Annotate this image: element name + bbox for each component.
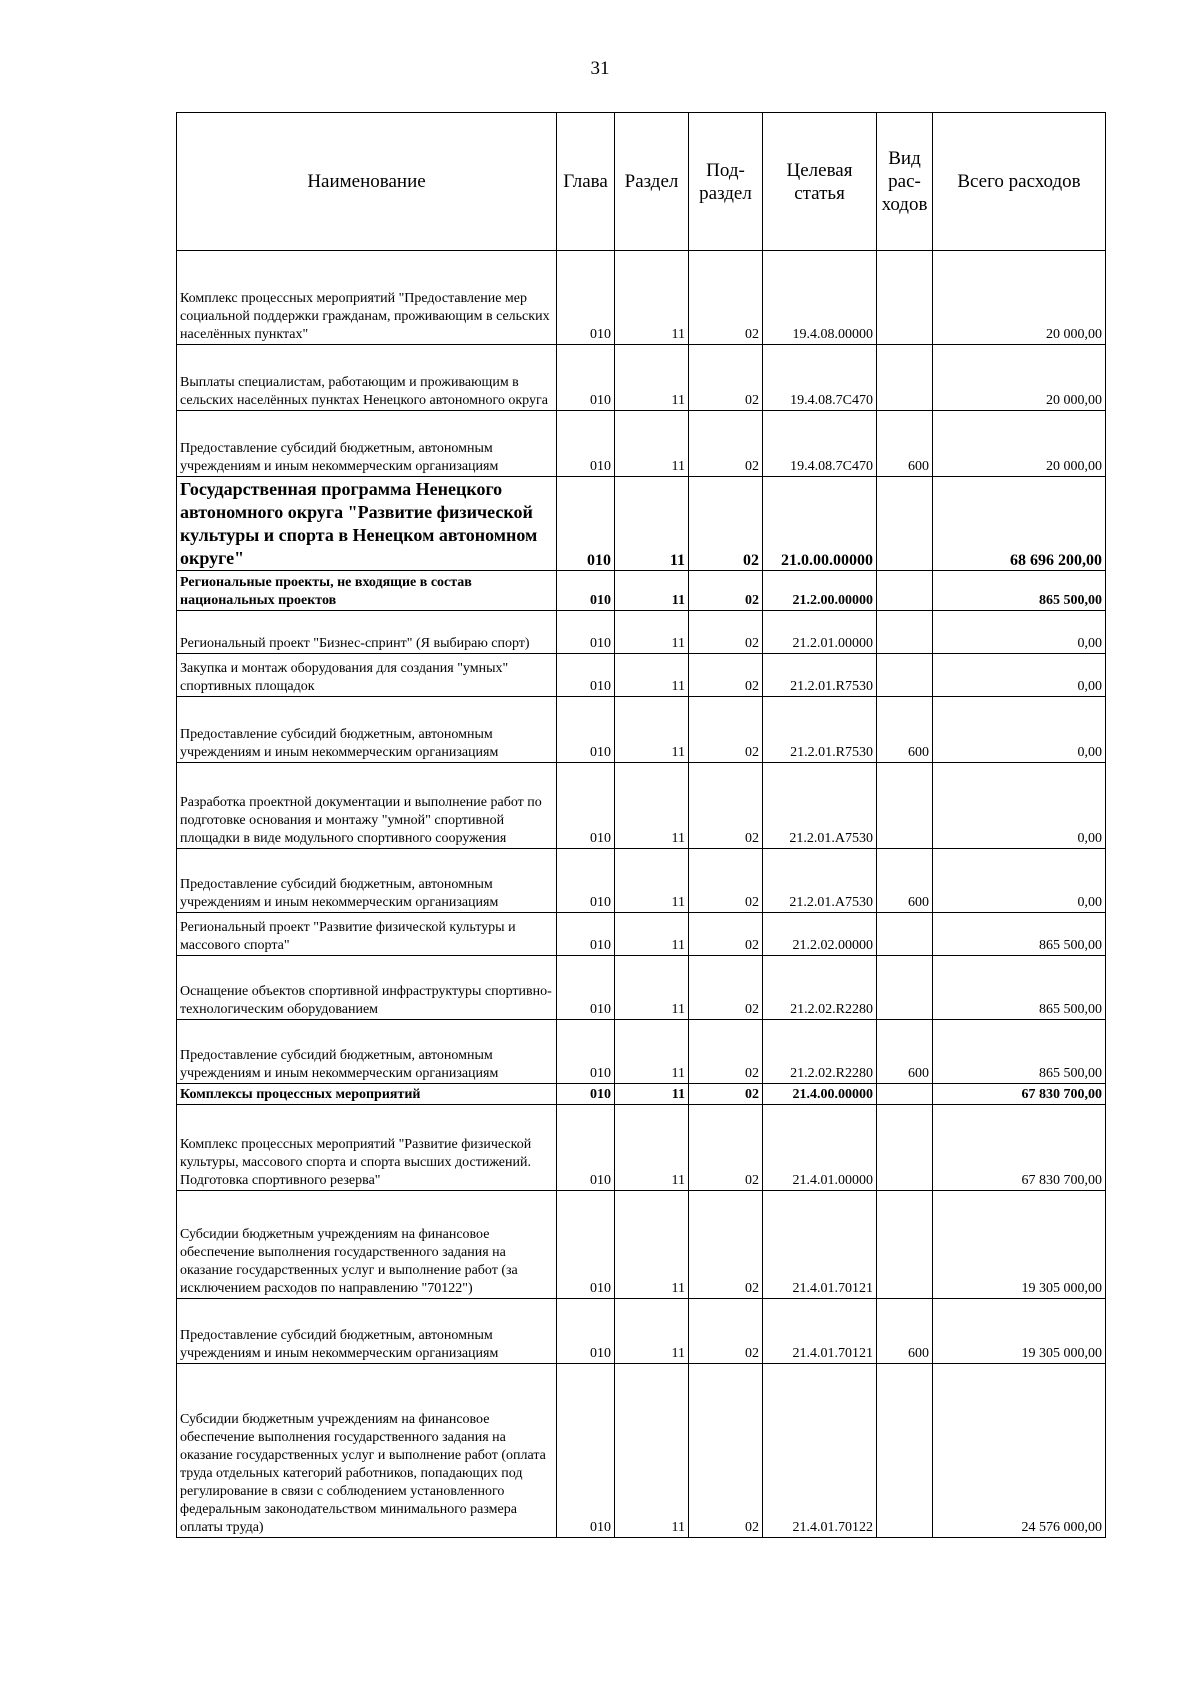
row-chapter: 010 bbox=[557, 611, 615, 654]
row-name: Предоставление субсидий бюджетным, автономным учреждениям и иным некоммерческим организациям bbox=[177, 1299, 557, 1364]
row-expense-type: 600 bbox=[877, 697, 933, 763]
row-chapter: 010 bbox=[557, 1084, 615, 1105]
row-target: 21.2.01.R7530 bbox=[763, 654, 877, 697]
row-subsection: 02 bbox=[689, 1084, 763, 1105]
row-name: Предоставление субсидий бюджетным, автономным учреждениям и иным некоммерческим организациям bbox=[177, 1020, 557, 1084]
table-header-row bbox=[177, 113, 1106, 251]
row-subsection: 02 bbox=[689, 1364, 763, 1538]
row-expense-type bbox=[877, 956, 933, 1020]
row-total: 0,00 bbox=[933, 849, 1106, 913]
row-section: 11 bbox=[615, 571, 689, 611]
row-subsection: 02 bbox=[689, 913, 763, 956]
row-name: Региональные проекты, не входящие в состав национальных проектов bbox=[177, 571, 557, 611]
row-name: Комплекс процессных мероприятий "Развитие физической культуры, массового спорта и спорта высших достижений. Подготовка спортивного резерва" bbox=[177, 1105, 557, 1191]
column-header-target: Целевая статья bbox=[763, 113, 877, 251]
row-expense-type: 600 bbox=[877, 1020, 933, 1084]
row-section: 11 bbox=[615, 1105, 689, 1191]
row-target: 21.4.00.00000 bbox=[763, 1084, 877, 1105]
row-total: 0,00 bbox=[933, 611, 1106, 654]
row-chapter: 010 bbox=[557, 1020, 615, 1084]
row-section: 11 bbox=[615, 956, 689, 1020]
table-row bbox=[177, 654, 1106, 697]
row-chapter: 010 bbox=[557, 697, 615, 763]
row-name: Комплексы процессных мероприятий bbox=[177, 1084, 557, 1105]
row-expense-type bbox=[877, 913, 933, 956]
table-row bbox=[177, 763, 1106, 849]
row-target: 21.0.00.00000 bbox=[763, 477, 877, 571]
row-chapter: 010 bbox=[557, 571, 615, 611]
row-target: 21.4.01.70122 bbox=[763, 1364, 877, 1538]
row-total: 19 305 000,00 bbox=[933, 1299, 1106, 1364]
row-subsection: 02 bbox=[689, 956, 763, 1020]
row-total: 19 305 000,00 bbox=[933, 1191, 1106, 1299]
row-target: 21.2.01.00000 bbox=[763, 611, 877, 654]
row-target: 21.2.01.А7530 bbox=[763, 849, 877, 913]
row-chapter: 010 bbox=[557, 849, 615, 913]
row-chapter: 010 bbox=[557, 956, 615, 1020]
row-section: 11 bbox=[615, 1364, 689, 1538]
row-chapter: 010 bbox=[557, 1191, 615, 1299]
row-subsection: 02 bbox=[689, 611, 763, 654]
row-subsection: 02 bbox=[689, 345, 763, 411]
row-section: 11 bbox=[615, 477, 689, 571]
row-name: Субсидии бюджетным учреждениям на финансовое обеспечение выполнения государственного задания на оказание государственных услуг и выполнение работ (за исключением расходов по направлению "70122") bbox=[177, 1191, 557, 1299]
row-chapter: 010 bbox=[557, 477, 615, 571]
row-subsection: 02 bbox=[689, 1299, 763, 1364]
row-total: 20 000,00 bbox=[933, 411, 1106, 477]
row-chapter: 010 bbox=[557, 1299, 615, 1364]
row-chapter: 010 bbox=[557, 913, 615, 956]
row-expense-type bbox=[877, 345, 933, 411]
row-subsection: 02 bbox=[689, 477, 763, 571]
table-row bbox=[177, 913, 1106, 956]
row-total: 20 000,00 bbox=[933, 251, 1106, 345]
column-header-chapter: Глава bbox=[557, 113, 615, 251]
row-total: 67 830 700,00 bbox=[933, 1105, 1106, 1191]
row-subsection: 02 bbox=[689, 1020, 763, 1084]
table-row bbox=[177, 345, 1106, 411]
row-expense-type bbox=[877, 1364, 933, 1538]
row-total: 24 576 000,00 bbox=[933, 1364, 1106, 1538]
table-row-section bbox=[177, 571, 1106, 611]
row-subsection: 02 bbox=[689, 1191, 763, 1299]
row-name: Региональный проект "Бизнес-спринт" (Я выбираю спорт) bbox=[177, 611, 557, 654]
row-subsection: 02 bbox=[689, 411, 763, 477]
row-chapter: 010 bbox=[557, 1364, 615, 1538]
row-subsection: 02 bbox=[689, 654, 763, 697]
row-subsection: 02 bbox=[689, 849, 763, 913]
row-target: 21.4.01.70121 bbox=[763, 1191, 877, 1299]
table-row bbox=[177, 1191, 1106, 1299]
row-name: Комплекс процессных мероприятий "Предоставление мер социальной поддержки гражданам, проживающим в сельских населённых пунктах" bbox=[177, 251, 557, 345]
table-row bbox=[177, 611, 1106, 654]
row-subsection: 02 bbox=[689, 697, 763, 763]
row-chapter: 010 bbox=[557, 1105, 615, 1191]
row-expense-type bbox=[877, 1191, 933, 1299]
table-row bbox=[177, 956, 1106, 1020]
row-total: 865 500,00 bbox=[933, 913, 1106, 956]
row-target: 21.2.02.R2280 bbox=[763, 1020, 877, 1084]
row-target: 21.4.01.70121 bbox=[763, 1299, 877, 1364]
row-name: Субсидии бюджетным учреждениям на финансовое обеспечение выполнения государственного задания на оказание государственных услуг и выполнение работ (оплата труда отдельных категорий работников, попадающих под регулирование в связи с соблюдением установленного федеральным законодательством минимального размера оплаты труда) bbox=[177, 1364, 557, 1538]
row-expense-type: 600 bbox=[877, 1299, 933, 1364]
row-total: 865 500,00 bbox=[933, 571, 1106, 611]
row-total: 0,00 bbox=[933, 697, 1106, 763]
row-total: 67 830 700,00 bbox=[933, 1084, 1106, 1105]
table-row bbox=[177, 1364, 1106, 1538]
row-expense-type bbox=[877, 571, 933, 611]
row-section: 11 bbox=[615, 1084, 689, 1105]
row-section: 11 bbox=[615, 654, 689, 697]
row-section: 11 bbox=[615, 913, 689, 956]
row-total: 865 500,00 bbox=[933, 1020, 1106, 1084]
row-target: 21.2.02.00000 bbox=[763, 913, 877, 956]
row-expense-type bbox=[877, 251, 933, 345]
row-section: 11 bbox=[615, 251, 689, 345]
row-target: 19.4.08.00000 bbox=[763, 251, 877, 345]
row-expense-type bbox=[877, 477, 933, 571]
row-section: 11 bbox=[615, 849, 689, 913]
row-target: 21.2.01.А7530 bbox=[763, 763, 877, 849]
row-section: 11 bbox=[615, 345, 689, 411]
row-chapter: 010 bbox=[557, 411, 615, 477]
column-header-subsection: Под-раздел bbox=[689, 113, 763, 251]
table-row bbox=[177, 1299, 1106, 1364]
row-expense-type bbox=[877, 1105, 933, 1191]
row-expense-type: 600 bbox=[877, 411, 933, 477]
row-chapter: 010 bbox=[557, 345, 615, 411]
table-row bbox=[177, 251, 1106, 345]
row-section: 11 bbox=[615, 697, 689, 763]
row-section: 11 bbox=[615, 1299, 689, 1364]
row-expense-type bbox=[877, 654, 933, 697]
row-name: Предоставление субсидий бюджетным, автономным учреждениям и иным некоммерческим организациям bbox=[177, 411, 557, 477]
row-target: 19.4.08.7С470 bbox=[763, 345, 877, 411]
row-name: Выплаты специалистам, работающим и проживающим в сельских населённых пунктах Ненецкого автономного округа bbox=[177, 345, 557, 411]
row-section: 11 bbox=[615, 763, 689, 849]
row-total: 20 000,00 bbox=[933, 345, 1106, 411]
row-chapter: 010 bbox=[557, 763, 615, 849]
row-expense-type bbox=[877, 763, 933, 849]
page-number: 31 bbox=[590, 58, 610, 79]
row-total: 0,00 bbox=[933, 763, 1106, 849]
row-chapter: 010 bbox=[557, 654, 615, 697]
row-target: 19.4.08.7С470 bbox=[763, 411, 877, 477]
row-name: Разработка проектной документации и выполнение работ по подготовке основания и монтажу "умной" спортивной площадки в виде модульного спортивного сооружения bbox=[177, 763, 557, 849]
row-target: 21.2.00.00000 bbox=[763, 571, 877, 611]
row-expense-type: 600 bbox=[877, 849, 933, 913]
table-row bbox=[177, 697, 1106, 763]
row-total: 865 500,00 bbox=[933, 956, 1106, 1020]
table-row bbox=[177, 1105, 1106, 1191]
row-target: 21.4.01.00000 bbox=[763, 1105, 877, 1191]
row-name: Оснащение объектов спортивной инфраструктуры спортивно-технологическим оборудованием bbox=[177, 956, 557, 1020]
row-name: Государственная программа Ненецкого автономного округа "Развитие физической культуры и спорта в Ненецком автономном округе" bbox=[177, 477, 557, 571]
row-expense-type bbox=[877, 611, 933, 654]
table-row bbox=[177, 1020, 1106, 1084]
column-header-total: Всего расходов bbox=[933, 113, 1106, 251]
column-header-name: Наименование bbox=[177, 113, 557, 251]
row-subsection: 02 bbox=[689, 571, 763, 611]
row-name: Предоставление субсидий бюджетным, автономным учреждениям и иным некоммерческим организациям bbox=[177, 697, 557, 763]
row-total: 0,00 bbox=[933, 654, 1106, 697]
row-name: Региональный проект "Развитие физической культуры и массового спорта" bbox=[177, 913, 557, 956]
row-target: 21.2.01.R7530 bbox=[763, 697, 877, 763]
row-chapter: 010 bbox=[557, 251, 615, 345]
row-section: 11 bbox=[615, 1191, 689, 1299]
table-row-program bbox=[177, 477, 1106, 571]
row-name: Предоставление субсидий бюджетным, автономным учреждениям и иным некоммерческим организациям bbox=[177, 849, 557, 913]
row-subsection: 02 bbox=[689, 251, 763, 345]
row-subsection: 02 bbox=[689, 1105, 763, 1191]
row-section: 11 bbox=[615, 411, 689, 477]
table-row-section bbox=[177, 1084, 1106, 1105]
column-header-section: Раздел bbox=[615, 113, 689, 251]
row-name: Закупка и монтаж оборудования для создания "умных" спортивных площадок bbox=[177, 654, 557, 697]
row-section: 11 bbox=[615, 1020, 689, 1084]
table-row bbox=[177, 849, 1106, 913]
row-total: 68 696 200,00 bbox=[933, 477, 1106, 571]
row-subsection: 02 bbox=[689, 763, 763, 849]
row-expense-type bbox=[877, 1084, 933, 1105]
column-header-expense-type: Вид рас-ходов bbox=[877, 113, 933, 251]
row-section: 11 bbox=[615, 611, 689, 654]
row-target: 21.2.02.R2280 bbox=[763, 956, 877, 1020]
table-row bbox=[177, 411, 1106, 477]
budget-table bbox=[176, 112, 1106, 1538]
